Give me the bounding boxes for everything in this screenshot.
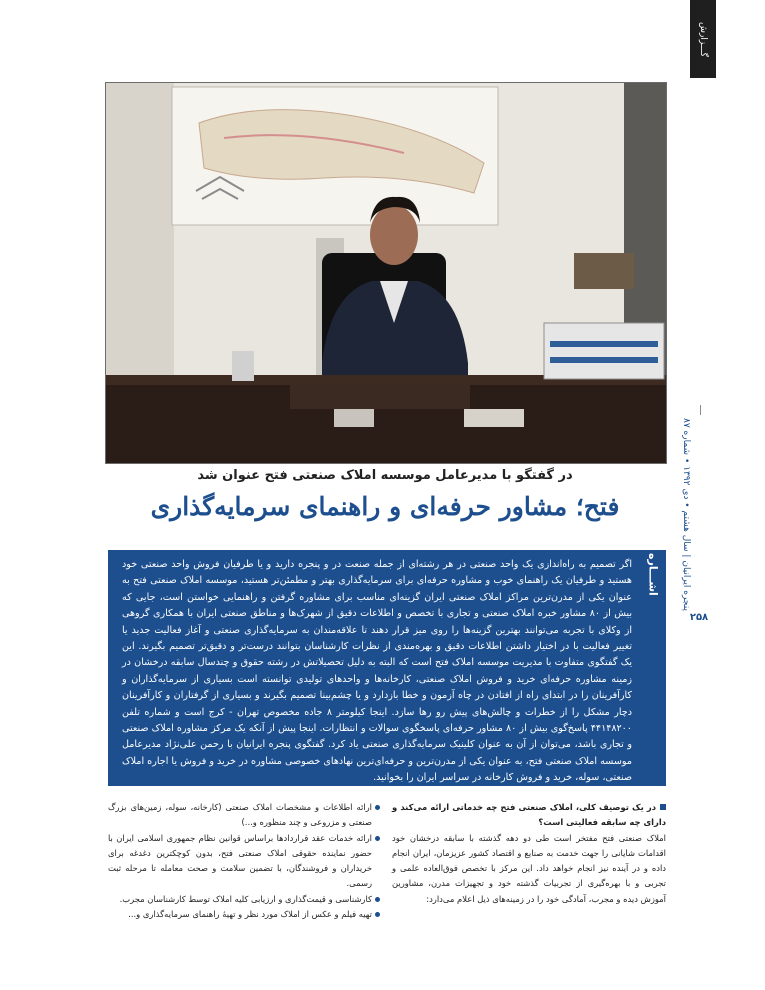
article-title: فتح؛ مشاور حرفه‌ای و راهنمای سرمایه‌گذاری: [150, 492, 620, 521]
page-number: ۲۵۸: [689, 612, 709, 623]
section-tab-label: گـــزارش: [698, 21, 708, 57]
margin-divider: [700, 405, 701, 415]
article-column-left: [108, 800, 380, 920]
interview-question: [392, 800, 666, 831]
intro-label: اشـــاره: [646, 552, 660, 596]
article-column-right: [392, 800, 666, 920]
intro-box: [108, 550, 666, 786]
article-subtitle: در گفتگو با مدیرعامل موسسه املاک صنعتی فتح عنوان شد: [197, 468, 573, 483]
list-item: ارائه خدمات عقد قراردادها براساس قوانین نظام جمهوری اسلامی ایران با حضور نماینده حقوقی املاک صنعتی فتح، بدون کوچکترین دغدغه برای خریداران و فروشندگان، با تضمین سلامت و صحت معامله تا مرحله ثبت رسمی.: [108, 831, 380, 892]
article-photo: [105, 82, 667, 464]
intro-text: اگر تصمیم به راه‌اندازی یک واحد صنعتی در هر رشته‌ای از جمله صنعت در و پنجره دارید و یا طرفیان فروش واحد صنعتی خود هستید و طرفیان یک راهنمای خوب و مشاوره حرفه‌ای برای سرمایه‌گذاری بهتر و مطمئن‌تر هستید، موسسه املاک صنعتی فتح به عنوان یکی از مدرن‌ترین مراکز املاک صنعتی ایران گزینه‌ای مناسب برای مشاوره گرفتن و راهنمایی خواستن است، جایی که بیش از ۸۰ مشاور خبره املاک صنعتی و تجاری با تخصص و اطلاعات دقیق از شهرک‌ها و مناطق صنعتی ایران با همکاری گروهی از وکلای با تجربه می‌توانند بهترین گزینه‌ها را روی میز قرار دهند تا علاقه‌مندان به سرمایه‌گذاری صنعتی و آغاز فعالیت جدید یا تغییر فعالیت با در اختیار داشتن اطلاعات دقیق و بهره‌مندی از نظرات کارشناسان بتوانند درست‌تر و دقیق‌تر تصمیم بگیرند. این یک گفتگوی متفاوت با مدیریت موسسه املاک فتح است که البته به دلیل تحصیلاتش در رشته حقوق و چندسال سابقه درخشان در زمینه مشاوره حرفه‌ای خرید و فروش املاک صنعتی، کارخانه‌ها و واحدهای تولیدی توانسته است بسیاری از سرمایه‌گذاران و کارآفرینان را در ابتدای راه از افتادن در چاه آزمون و خطا بازدارد و یا چشم‌بینا تصمیم بگیرند و بسیاری از گرفتاران و کارآفرینان دچار مشکل را از خطرات و چالش‌های پیش رو رها سازد. اینجا کیلومتر ۸ جاده مخصوص تهران - کرج است و شماره تلفن ۴۴۱۴۸۲۰۰ پاسخ‌گوی بیش از ۸۰ مشاور حرفه‌ای پاسخگوی سوالات و انتظارات. اینجا پیش از آنکه یک مرکز مشاوره املاک صنعتی و تجاری باشد، می‌توان از آن به عنوان کلینیک سرمایه‌گذاری صنعتی یاد کرد. گفتگوی پنجره ایرانیان با رحمن علی‌نژاد مدیرعامل موسسه املاک صنعتی فتح، به عنوان یکی از مدرن‌ترین و حرفه‌ای‌ترین نهادهای خصوصی مشاوره در خرید و فروش یا اجاره املاک صنعتی، سوله، خرید و فروش کارخانه در سراسر ایران را بخوانید.: [122, 559, 633, 784]
issue-info-label: پنجره ایرانیان | سال هشتم • دی ۱۳۹۲ • شماره ۸۷: [681, 418, 691, 611]
photo-icon: [105, 83, 666, 464]
interview-question-text: در یک توصیف کلی، املاک صنعتی فتح چه خدماتی ارائه می‌کند و دارای چه سابقه فعالیتی است؟: [392, 802, 666, 828]
section-tab: [690, 0, 716, 78]
interview-answer: املاک صنعتی فتح مفتخر است طی دو دهه گذشته با سابقه درخشان خود اقدامات شایانی را جهت خدمت به صنایع و اقتصاد کشور عزیزمان، ایران انجام داده و در آینده نیز انجام خواهد داد. این مرکز با تخصص فوق‌العاده علمی و تجربی و با بهره‌گیری از تجربیات گذشته خود و تجهیزات مدرن، مشاورین آموزش دیده و مجرب، آمادگی خود را در زمینه‌های ذیل اعلام می‌دارد:: [392, 832, 666, 904]
issue-info: [678, 418, 694, 628]
intro-label-tab: [640, 550, 666, 598]
services-list: [108, 800, 380, 922]
list-item: کارشناسی و قیمت‌گذاری و ارزیابی کلیه املاک توسط کارشناسان مجرب.: [108, 892, 380, 907]
list-item: تهیه فیلم و عکس از املاک مورد نظر و تهیهٔ راهنمای سرمایه‌گذاری و...: [108, 907, 380, 922]
list-item: ارائه اطلاعات و مشخصات املاک صنعتی (کارخانه، سوله، زمین‌های بزرگ صنعتی و مزروعی و چند منظوره و...): [108, 800, 380, 831]
question-marker-icon: [660, 804, 666, 810]
